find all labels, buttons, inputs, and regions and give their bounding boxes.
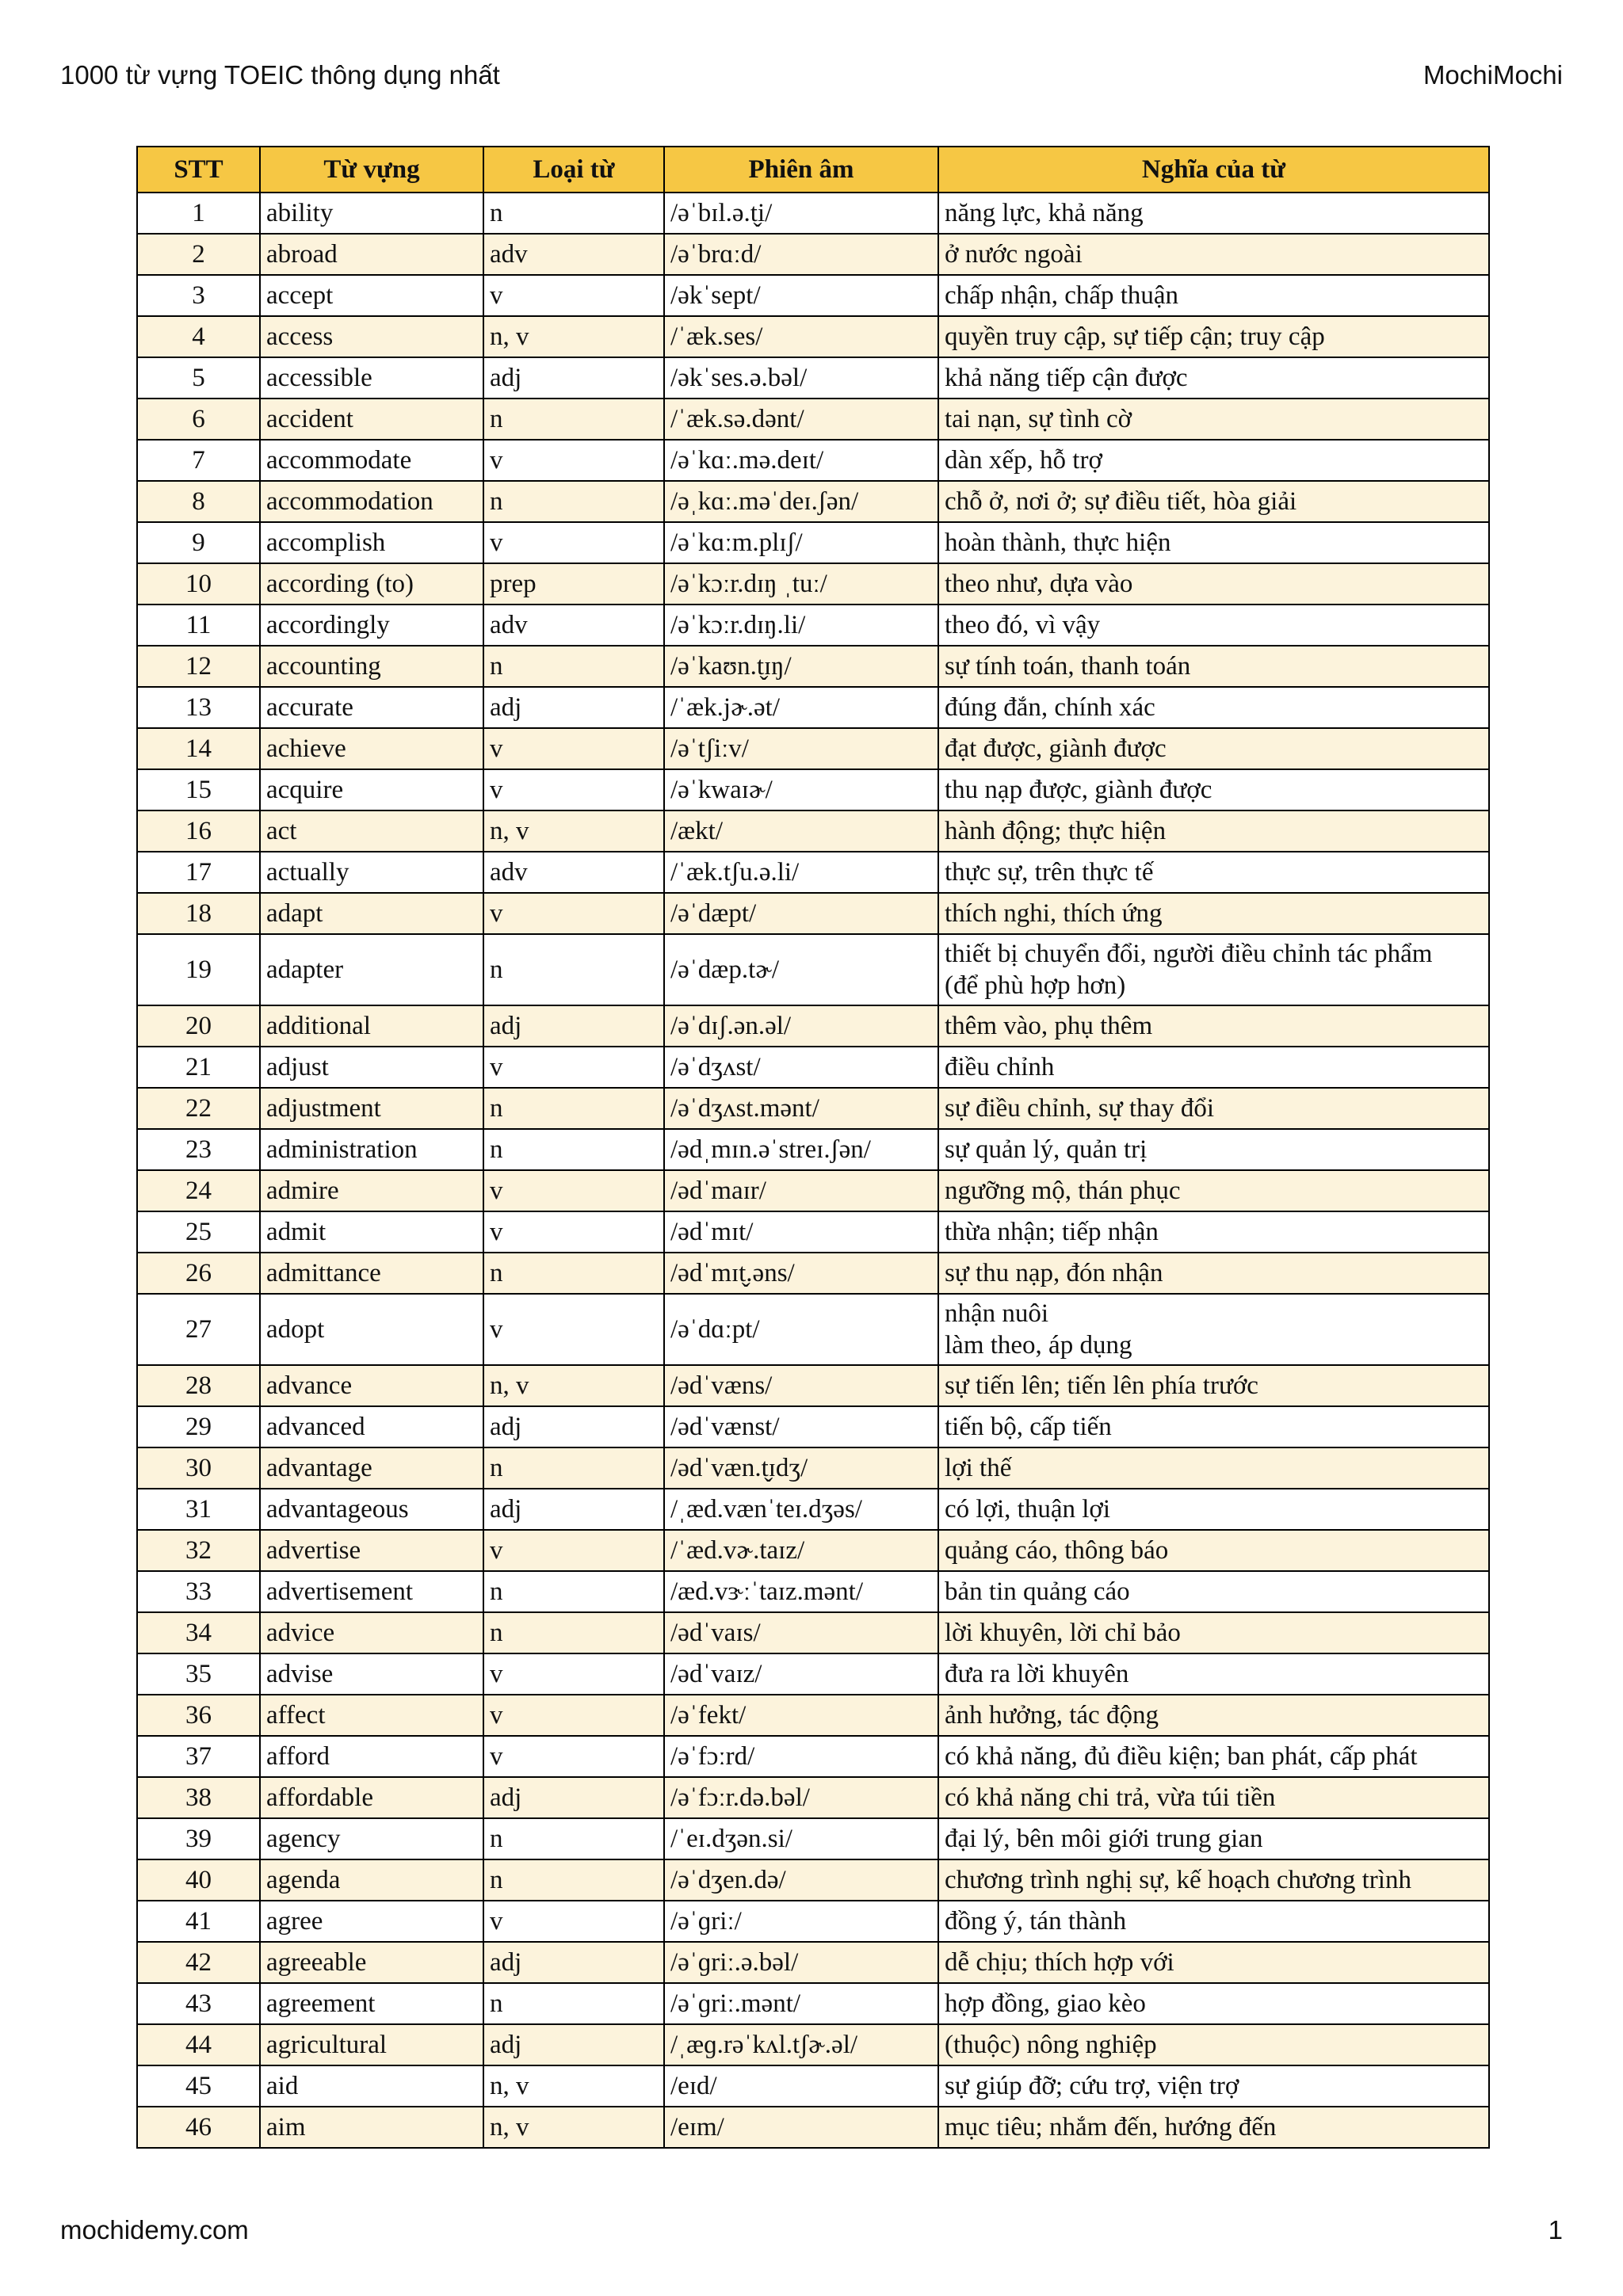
cell-word-type: n	[483, 1859, 664, 1901]
cell-meaning: theo đó, vì vậy	[938, 605, 1489, 646]
cell-word-type: adv	[483, 852, 664, 893]
table-row	[137, 1005, 1489, 1047]
cell-stt: 16	[137, 810, 260, 852]
column-header-pronunciation: Phiên âm	[664, 147, 938, 193]
cell-word-type: v	[483, 1695, 664, 1736]
cell-word: accommodation	[260, 481, 483, 522]
cell-meaning: tiến bộ, cấp tiến	[938, 1406, 1489, 1447]
column-header-stt: STT	[137, 147, 260, 193]
cell-stt: 24	[137, 1170, 260, 1211]
cell-word: adjustment	[260, 1088, 483, 1129]
table-header-row	[137, 147, 1489, 193]
table-row	[137, 440, 1489, 481]
cell-stt: 4	[137, 316, 260, 357]
cell-stt: 9	[137, 522, 260, 563]
cell-pronunciation: /əˈfekt/	[664, 1695, 938, 1736]
cell-pronunciation: /ˈæk.jɚ.ət/	[664, 687, 938, 728]
table-row	[137, 605, 1489, 646]
cell-word: adopt	[260, 1294, 483, 1365]
cell-pronunciation: /əˈɡriː.ə.bəl/	[664, 1942, 938, 1983]
cell-word: accessible	[260, 357, 483, 399]
cell-stt: 3	[137, 275, 260, 316]
cell-pronunciation: /əˈfɔːrd/	[664, 1736, 938, 1777]
table-row	[137, 1901, 1489, 1942]
cell-pronunciation: /əˌkɑː.məˈdeɪ.ʃən/	[664, 481, 938, 522]
cell-word: admittance	[260, 1253, 483, 1294]
cell-word-type: n	[483, 1447, 664, 1489]
cell-word-type: adj	[483, 2024, 664, 2065]
cell-meaning: chương trình nghị sự, kế hoạch chương trình	[938, 1859, 1489, 1901]
cell-word-type: n, v	[483, 316, 664, 357]
cell-pronunciation: /ˌæd.vænˈteɪ.dʒəs/	[664, 1489, 938, 1530]
cell-stt: 27	[137, 1294, 260, 1365]
column-header-word-type: Loại từ	[483, 147, 664, 193]
cell-meaning: sự điều chỉnh, sự thay đổi	[938, 1088, 1489, 1129]
cell-stt: 29	[137, 1406, 260, 1447]
table-row	[137, 934, 1489, 1005]
table-row	[137, 193, 1489, 234]
cell-word-type: adj	[483, 357, 664, 399]
cell-stt: 2	[137, 234, 260, 275]
table-row	[137, 399, 1489, 440]
table-row	[137, 1983, 1489, 2024]
cell-stt: 11	[137, 605, 260, 646]
cell-word: aid	[260, 2065, 483, 2107]
cell-pronunciation: /ˈæk.tʃu.ə.li/	[664, 852, 938, 893]
cell-pronunciation: /əˈdæpt/	[664, 893, 938, 934]
cell-meaning: thực sự, trên thực tế	[938, 852, 1489, 893]
cell-meaning: đúng đắn, chính xác	[938, 687, 1489, 728]
table-row	[137, 1736, 1489, 1777]
cell-word-type: adj	[483, 1489, 664, 1530]
cell-meaning: quyền truy cập, sự tiếp cận; truy cập	[938, 316, 1489, 357]
cell-stt: 42	[137, 1942, 260, 1983]
cell-meaning: thừa nhận; tiếp nhận	[938, 1211, 1489, 1253]
cell-meaning: chấp nhận, chấp thuận	[938, 275, 1489, 316]
cell-word: abroad	[260, 234, 483, 275]
cell-pronunciation: /ˈæk.ses/	[664, 316, 938, 357]
table-row	[137, 1129, 1489, 1170]
table-row	[137, 1571, 1489, 1612]
cell-pronunciation: /ədˈvaɪs/	[664, 1612, 938, 1653]
cell-word: administration	[260, 1129, 483, 1170]
cell-meaning: thiết bị chuyển đổi, người điều chỉnh tác phẩm (để phù hợp hơn)	[938, 934, 1489, 1005]
table-row	[137, 1818, 1489, 1859]
cell-word: accordingly	[260, 605, 483, 646]
cell-stt: 1	[137, 193, 260, 234]
cell-word-type: adj	[483, 1777, 664, 1818]
cell-word-type: n	[483, 399, 664, 440]
cell-pronunciation: /əˈkɔːr.dɪŋ ˌtuː/	[664, 563, 938, 605]
cell-pronunciation: /əˈkɔːr.dɪŋ.li/	[664, 605, 938, 646]
cell-stt: 8	[137, 481, 260, 522]
cell-word: aim	[260, 2107, 483, 2148]
table-row	[137, 1777, 1489, 1818]
cell-stt: 21	[137, 1047, 260, 1088]
table-row	[137, 1447, 1489, 1489]
table-row	[137, 1365, 1489, 1406]
cell-stt: 35	[137, 1653, 260, 1695]
column-header-meaning: Nghĩa của từ	[938, 147, 1489, 193]
cell-word: admit	[260, 1211, 483, 1253]
cell-word: advance	[260, 1365, 483, 1406]
footer-website: mochidemy.com	[60, 2215, 249, 2245]
table-row	[137, 1088, 1489, 1129]
cell-word: advanced	[260, 1406, 483, 1447]
cell-word: agreement	[260, 1983, 483, 2024]
cell-word-type: n	[483, 193, 664, 234]
cell-meaning: chỗ ở, nơi ở; sự điều tiết, hòa giải	[938, 481, 1489, 522]
table-row	[137, 1047, 1489, 1088]
table-row	[137, 563, 1489, 605]
cell-stt: 23	[137, 1129, 260, 1170]
cell-word-type: n	[483, 1983, 664, 2024]
cell-word: accounting	[260, 646, 483, 687]
cell-word: agency	[260, 1818, 483, 1859]
cell-meaning: sự thu nạp, đón nhận	[938, 1253, 1489, 1294]
table-row	[137, 687, 1489, 728]
cell-pronunciation: /əˈkaʊn.t̬ɪŋ/	[664, 646, 938, 687]
cell-pronunciation: /əˈbɪl.ə.t̬i/	[664, 193, 938, 234]
cell-pronunciation: /əˈdʒen.də/	[664, 1859, 938, 1901]
cell-stt: 13	[137, 687, 260, 728]
cell-word-type: adj	[483, 1942, 664, 1983]
cell-word: agree	[260, 1901, 483, 1942]
cell-meaning: có khả năng, đủ điều kiện; ban phát, cấp phát	[938, 1736, 1489, 1777]
cell-pronunciation: /əˈɡriː/	[664, 1901, 938, 1942]
cell-stt: 28	[137, 1365, 260, 1406]
cell-word-type: adj	[483, 1005, 664, 1047]
table-row	[137, 357, 1489, 399]
table-row	[137, 1170, 1489, 1211]
cell-pronunciation: /ækt/	[664, 810, 938, 852]
cell-pronunciation: /əˈtʃiːv/	[664, 728, 938, 769]
cell-stt: 46	[137, 2107, 260, 2148]
cell-meaning: tai nạn, sự tình cờ	[938, 399, 1489, 440]
cell-pronunciation: /ˈeɪ.dʒən.si/	[664, 1818, 938, 1859]
table-row	[137, 769, 1489, 810]
cell-word-type: prep	[483, 563, 664, 605]
document-title: 1000 từ vựng TOEIC thông dụng nhất	[60, 60, 500, 90]
cell-stt: 31	[137, 1489, 260, 1530]
cell-meaning: theo như, dựa vào	[938, 563, 1489, 605]
table-row	[137, 1211, 1489, 1253]
cell-stt: 43	[137, 1983, 260, 2024]
cell-pronunciation: /ədˌmɪn.əˈstreɪ.ʃən/	[664, 1129, 938, 1170]
table-row	[137, 1859, 1489, 1901]
cell-stt: 33	[137, 1571, 260, 1612]
cell-stt: 38	[137, 1777, 260, 1818]
cell-word-type: n	[483, 646, 664, 687]
cell-word: advertise	[260, 1530, 483, 1571]
cell-word: agricultural	[260, 2024, 483, 2065]
cell-word: acquire	[260, 769, 483, 810]
cell-meaning: đồng ý, tán thành	[938, 1901, 1489, 1942]
cell-word-type: n, v	[483, 1365, 664, 1406]
cell-meaning: ngưỡng mộ, thán phục	[938, 1170, 1489, 1211]
cell-meaning: quảng cáo, thông báo	[938, 1530, 1489, 1571]
table-row	[137, 1530, 1489, 1571]
cell-word: achieve	[260, 728, 483, 769]
page-number: 1	[1548, 2215, 1563, 2245]
cell-word-type: v	[483, 769, 664, 810]
cell-word-type: v	[483, 1211, 664, 1253]
table-row	[137, 1253, 1489, 1294]
cell-stt: 17	[137, 852, 260, 893]
cell-word-type: n, v	[483, 2065, 664, 2107]
cell-stt: 34	[137, 1612, 260, 1653]
cell-pronunciation: /ədˈmɪt̬.əns/	[664, 1253, 938, 1294]
table-row	[137, 1653, 1489, 1695]
cell-pronunciation: /əˈdɑːpt/	[664, 1294, 938, 1365]
table-row	[137, 234, 1489, 275]
cell-pronunciation: /əˈdɪʃ.ən.əl/	[664, 1005, 938, 1047]
cell-stt: 22	[137, 1088, 260, 1129]
cell-meaning: sự tính toán, thanh toán	[938, 646, 1489, 687]
cell-meaning: hợp đồng, giao kèo	[938, 1983, 1489, 2024]
cell-word: accident	[260, 399, 483, 440]
cell-word-type: n	[483, 1612, 664, 1653]
cell-stt: 44	[137, 2024, 260, 2065]
cell-word-type: n	[483, 1129, 664, 1170]
cell-meaning: sự giúp đỡ; cứu trợ, viện trợ	[938, 2065, 1489, 2107]
cell-pronunciation: /ədˈvæn.t̬ɪdʒ/	[664, 1447, 938, 1489]
table-body	[137, 193, 1489, 2148]
cell-word: advertisement	[260, 1571, 483, 1612]
cell-word: additional	[260, 1005, 483, 1047]
cell-meaning: thu nạp được, giành được	[938, 769, 1489, 810]
cell-word-type: adv	[483, 605, 664, 646]
cell-word-type: v	[483, 1170, 664, 1211]
table-row	[137, 646, 1489, 687]
table-row	[137, 1612, 1489, 1653]
cell-word: according (to)	[260, 563, 483, 605]
cell-meaning: sự tiến lên; tiến lên phía trước	[938, 1365, 1489, 1406]
cell-stt: 12	[137, 646, 260, 687]
cell-word-type: n	[483, 1253, 664, 1294]
cell-meaning: (thuộc) nông nghiệp	[938, 2024, 1489, 2065]
cell-stt: 10	[137, 563, 260, 605]
cell-pronunciation: /əˈɡriː.mənt/	[664, 1983, 938, 2024]
cell-pronunciation: /ədˈmɪt/	[664, 1211, 938, 1253]
cell-word-type: v	[483, 275, 664, 316]
cell-stt: 18	[137, 893, 260, 934]
cell-meaning: lời khuyên, lời chỉ bảo	[938, 1612, 1489, 1653]
cell-pronunciation: /əˈdæp.tɚ/	[664, 934, 938, 1005]
cell-stt: 45	[137, 2065, 260, 2107]
cell-word: adapt	[260, 893, 483, 934]
cell-word-type: v	[483, 893, 664, 934]
cell-pronunciation: /əˈdʒʌst/	[664, 1047, 938, 1088]
cell-meaning: sự quản lý, quản trị	[938, 1129, 1489, 1170]
cell-word-type: n, v	[483, 810, 664, 852]
cell-pronunciation: /əkˈses.ə.bəl/	[664, 357, 938, 399]
table-row	[137, 852, 1489, 893]
cell-word-type: n	[483, 1088, 664, 1129]
table-row	[137, 316, 1489, 357]
cell-meaning: ở nước ngoài	[938, 234, 1489, 275]
cell-meaning: nhận nuôi làm theo, áp dụng	[938, 1294, 1489, 1365]
cell-word-type: adj	[483, 687, 664, 728]
cell-word: accomplish	[260, 522, 483, 563]
table-row	[137, 728, 1489, 769]
cell-word: access	[260, 316, 483, 357]
cell-pronunciation: /əˈkɑː.mə.deɪt/	[664, 440, 938, 481]
cell-meaning: bản tin quảng cáo	[938, 1571, 1489, 1612]
cell-pronunciation: /əˈfɔːr.də.bəl/	[664, 1777, 938, 1818]
cell-meaning: lợi thế	[938, 1447, 1489, 1489]
cell-pronunciation: /ədˈvænst/	[664, 1406, 938, 1447]
cell-word-type: v	[483, 1653, 664, 1695]
cell-word-type: v	[483, 1901, 664, 1942]
cell-word: afford	[260, 1736, 483, 1777]
vocabulary-table	[136, 146, 1490, 2149]
cell-meaning: đưa ra lời khuyên	[938, 1653, 1489, 1695]
table-row	[137, 2024, 1489, 2065]
cell-word-type: adv	[483, 234, 664, 275]
cell-word-type: v	[483, 1736, 664, 1777]
table-row	[137, 2065, 1489, 2107]
cell-word-type: v	[483, 522, 664, 563]
cell-meaning: có lợi, thuận lợi	[938, 1489, 1489, 1530]
cell-stt: 19	[137, 934, 260, 1005]
cell-meaning: hoàn thành, thực hiện	[938, 522, 1489, 563]
cell-meaning: mục tiêu; nhắm đến, hướng đến	[938, 2107, 1489, 2148]
cell-stt: 26	[137, 1253, 260, 1294]
cell-word: agreeable	[260, 1942, 483, 1983]
cell-meaning: khả năng tiếp cận được	[938, 357, 1489, 399]
cell-word: ability	[260, 193, 483, 234]
cell-word: admire	[260, 1170, 483, 1211]
cell-pronunciation: /əkˈsept/	[664, 275, 938, 316]
table-row	[137, 893, 1489, 934]
cell-pronunciation: /əˈdʒʌst.mənt/	[664, 1088, 938, 1129]
cell-stt: 32	[137, 1530, 260, 1571]
cell-word-type: v	[483, 440, 664, 481]
brand-name: MochiMochi	[1423, 60, 1563, 90]
cell-word-type: n	[483, 1818, 664, 1859]
cell-stt: 14	[137, 728, 260, 769]
cell-pronunciation: /ədˈvaɪz/	[664, 1653, 938, 1695]
table-row	[137, 275, 1489, 316]
cell-word-type: v	[483, 1294, 664, 1365]
table-row	[137, 481, 1489, 522]
cell-pronunciation: /eɪm/	[664, 2107, 938, 2148]
cell-word-type: n, v	[483, 2107, 664, 2148]
table-row	[137, 810, 1489, 852]
cell-meaning: hành động; thực hiện	[938, 810, 1489, 852]
cell-word: adapter	[260, 934, 483, 1005]
cell-word: accommodate	[260, 440, 483, 481]
cell-stt: 30	[137, 1447, 260, 1489]
cell-stt: 15	[137, 769, 260, 810]
cell-word: actually	[260, 852, 483, 893]
cell-word-type: v	[483, 1047, 664, 1088]
cell-meaning: thêm vào, phụ thêm	[938, 1005, 1489, 1047]
cell-word-type: n	[483, 1571, 664, 1612]
cell-word-type: v	[483, 728, 664, 769]
cell-pronunciation: /ˌæɡ.rəˈkʌl.tʃɚ.əl/	[664, 2024, 938, 2065]
table-row	[137, 1294, 1489, 1365]
cell-pronunciation: /ˈæk.sə.dənt/	[664, 399, 938, 440]
cell-meaning: dễ chịu; thích hợp với	[938, 1942, 1489, 1983]
cell-word-type: n	[483, 934, 664, 1005]
table-row	[137, 1406, 1489, 1447]
cell-word: advise	[260, 1653, 483, 1695]
cell-stt: 39	[137, 1818, 260, 1859]
cell-stt: 6	[137, 399, 260, 440]
cell-word: affordable	[260, 1777, 483, 1818]
cell-word: adjust	[260, 1047, 483, 1088]
table-row	[137, 1942, 1489, 1983]
table-row	[137, 1489, 1489, 1530]
cell-meaning: có khả năng chi trả, vừa túi tiền	[938, 1777, 1489, 1818]
cell-word-type: adj	[483, 1406, 664, 1447]
cell-word-type: n	[483, 481, 664, 522]
table-row	[137, 2107, 1489, 2148]
cell-word: accurate	[260, 687, 483, 728]
cell-pronunciation: /əˈbrɑːd/	[664, 234, 938, 275]
cell-stt: 36	[137, 1695, 260, 1736]
cell-meaning: đại lý, bên môi giới trung gian	[938, 1818, 1489, 1859]
cell-meaning: năng lực, khả năng	[938, 193, 1489, 234]
cell-stt: 37	[137, 1736, 260, 1777]
cell-stt: 20	[137, 1005, 260, 1047]
cell-meaning: đạt được, giành được	[938, 728, 1489, 769]
cell-pronunciation: /ədˈmaɪr/	[664, 1170, 938, 1211]
cell-pronunciation: /ədˈvæns/	[664, 1365, 938, 1406]
cell-meaning: điều chỉnh	[938, 1047, 1489, 1088]
cell-pronunciation: /ˈæd.vɚ.taɪz/	[664, 1530, 938, 1571]
table-row	[137, 1695, 1489, 1736]
cell-word: advantage	[260, 1447, 483, 1489]
cell-word: affect	[260, 1695, 483, 1736]
cell-word: act	[260, 810, 483, 852]
cell-word: accept	[260, 275, 483, 316]
cell-stt: 25	[137, 1211, 260, 1253]
cell-pronunciation: /əˈkwaɪɚ/	[664, 769, 938, 810]
cell-stt: 7	[137, 440, 260, 481]
table-row	[137, 522, 1489, 563]
cell-pronunciation: /əˈkɑːm.plɪʃ/	[664, 522, 938, 563]
column-header-word: Từ vựng	[260, 147, 483, 193]
cell-stt: 5	[137, 357, 260, 399]
cell-word: agenda	[260, 1859, 483, 1901]
cell-stt: 40	[137, 1859, 260, 1901]
cell-word-type: v	[483, 1530, 664, 1571]
cell-pronunciation: /æd.vɝːˈtaɪz.mənt/	[664, 1571, 938, 1612]
cell-stt: 41	[137, 1901, 260, 1942]
cell-pronunciation: /eɪd/	[664, 2065, 938, 2107]
cell-word: advice	[260, 1612, 483, 1653]
cell-word: advantageous	[260, 1489, 483, 1530]
cell-meaning: dàn xếp, hỗ trợ	[938, 440, 1489, 481]
cell-meaning: thích nghi, thích ứng	[938, 893, 1489, 934]
cell-meaning: ảnh hưởng, tác động	[938, 1695, 1489, 1736]
